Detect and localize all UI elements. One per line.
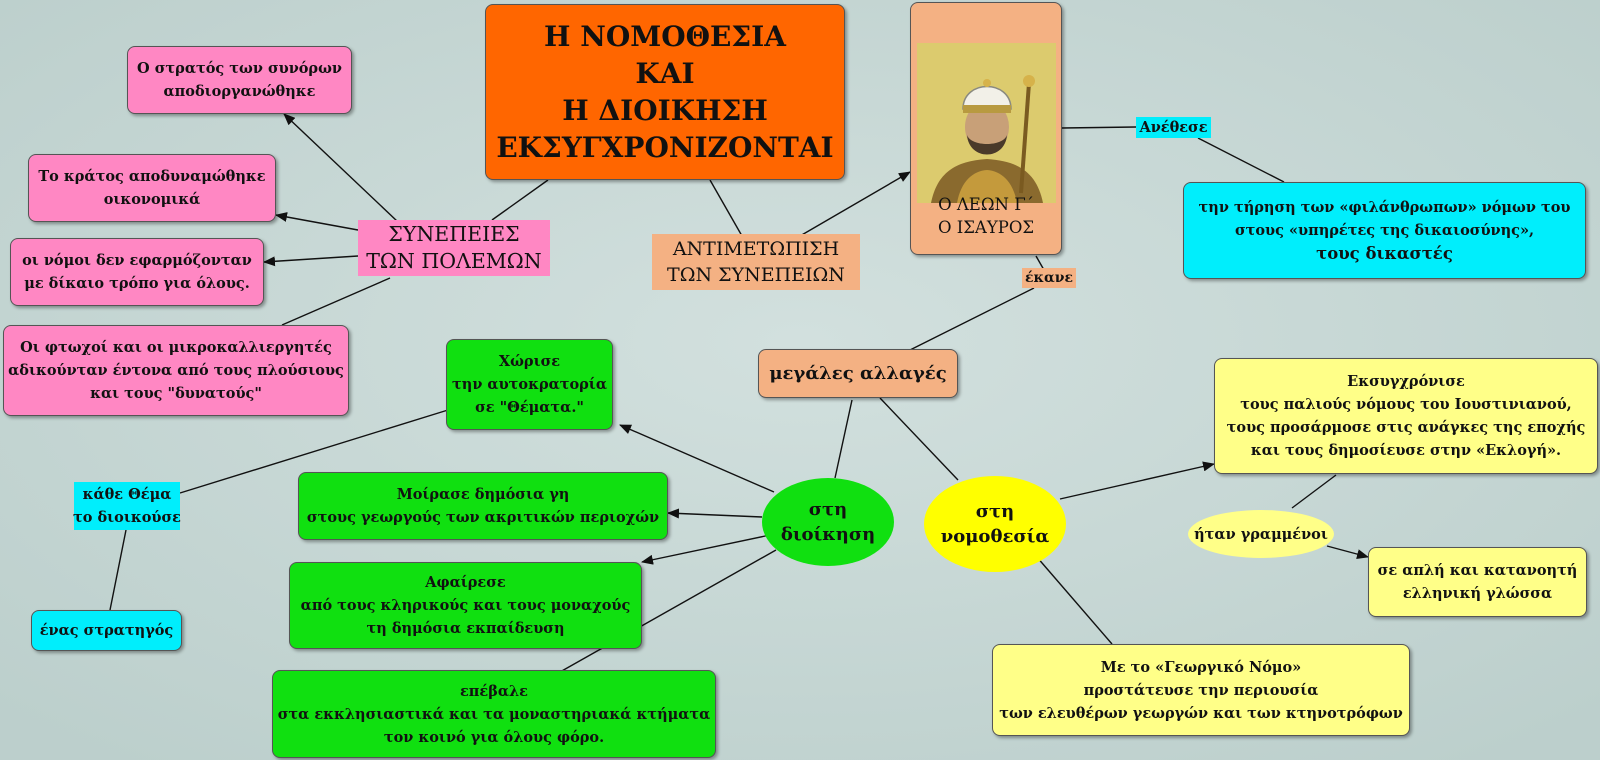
theme-link-label: κάθε Θέμα το διοικούσε xyxy=(74,482,180,530)
farmer-law-box: Με το «Γεωργικό Νόμο» προστάτευσε την περιουσία των ελευθέρων γεωργών και των κτηνοτρόφων xyxy=(992,644,1410,736)
title-box xyxy=(485,4,845,180)
consequence-laws: οι νόμοι δεν εφαρμόζονταν με δίκαιο τρόπο για όλους. xyxy=(10,238,264,306)
title-line: ΕΚΣΥΓΧΡΟΝΙΖΟΝΤΑΙ xyxy=(496,131,834,164)
emperor-card xyxy=(910,2,1062,255)
general-box: ένας στρατηγός xyxy=(31,610,182,651)
changes-box: μεγάλες αλλαγές xyxy=(758,349,958,398)
did-link-label: έκανε xyxy=(1022,268,1076,288)
emperor-caption: Ο ΙΣΑΥΡΟΣ xyxy=(937,218,1035,237)
legislation-hub: στη νομοθεσία xyxy=(924,476,1066,572)
administration-hub: στη διοίκηση xyxy=(762,478,894,566)
assigned-box: την τήρηση των «φιλάνθρωπων» νόμων του στους «υπηρέτες της δικαιοσύνης», τους δικαστές xyxy=(1183,182,1586,279)
emperor-caption: Ο ΛΕΩΝ Γ΄ xyxy=(938,195,1034,214)
tax-box: επέβαλε στα εκκλησιαστικά και τα μοναστηριακά κτήματα τον κοινό για όλους φόρο. xyxy=(272,670,716,758)
consequence-economy: Το κράτος αποδυναμώθηκε οικονομικά xyxy=(28,154,276,222)
language-box: σε απλή και κατανοητή ελληνική γλώσσα xyxy=(1368,547,1587,617)
response-label: ΑΝΤΙΜΕΤΩΠΙΣΗ ΤΩΝ ΣΥΝΕΠΕΙΩΝ xyxy=(652,234,860,290)
emperor-portrait-image xyxy=(917,43,1056,203)
assigned-link-label: Ανέθεσε xyxy=(1136,117,1211,138)
emperor-portrait xyxy=(917,43,1056,203)
education-box: Αφαίρεσε από τους κληρικούς και τους μοναχούς τη δημόσια εκπαίδευση xyxy=(289,562,642,649)
title-line: Η ΝΟΜΟΘΕΣΙΑ xyxy=(544,20,786,53)
title-line: ΚΑΙ xyxy=(635,57,695,90)
consequences-label: ΣΥΝΕΠΕΙΕΣ ΤΩΝ ΠΟΛΕΜΩΝ xyxy=(358,220,550,276)
written-link-label: ήταν γραμμένοι xyxy=(1188,510,1334,558)
consequence-army: Ο στρατός των συνόρων αποδιοργανώθηκε xyxy=(127,46,352,114)
land-box: Μοίρασε δημόσια γη στους γεωργούς των ακριτικών περιοχών xyxy=(298,472,668,540)
themes-box: Χώρισε την αυτοκρατορία σε "Θέματα." xyxy=(446,339,613,430)
link-emperor-assigned xyxy=(1062,127,1136,128)
title-line: Η ΔΙΟΙΚΗΣΗ xyxy=(562,94,768,127)
consequence-poor: Οι φτωχοί και οι μικροκαλλιεργητές αδικούνταν έντονα από τους πλούσιους και τους "δυνατούς" xyxy=(3,325,349,416)
modernized-box: Εκσυγχρόνισε τους παλιούς νόμους του Ιουστινιανού, τους προσάρμοσε στις ανάγκες της εποχής και τους δημοσίευσε στην «Εκλογή». xyxy=(1214,358,1598,474)
